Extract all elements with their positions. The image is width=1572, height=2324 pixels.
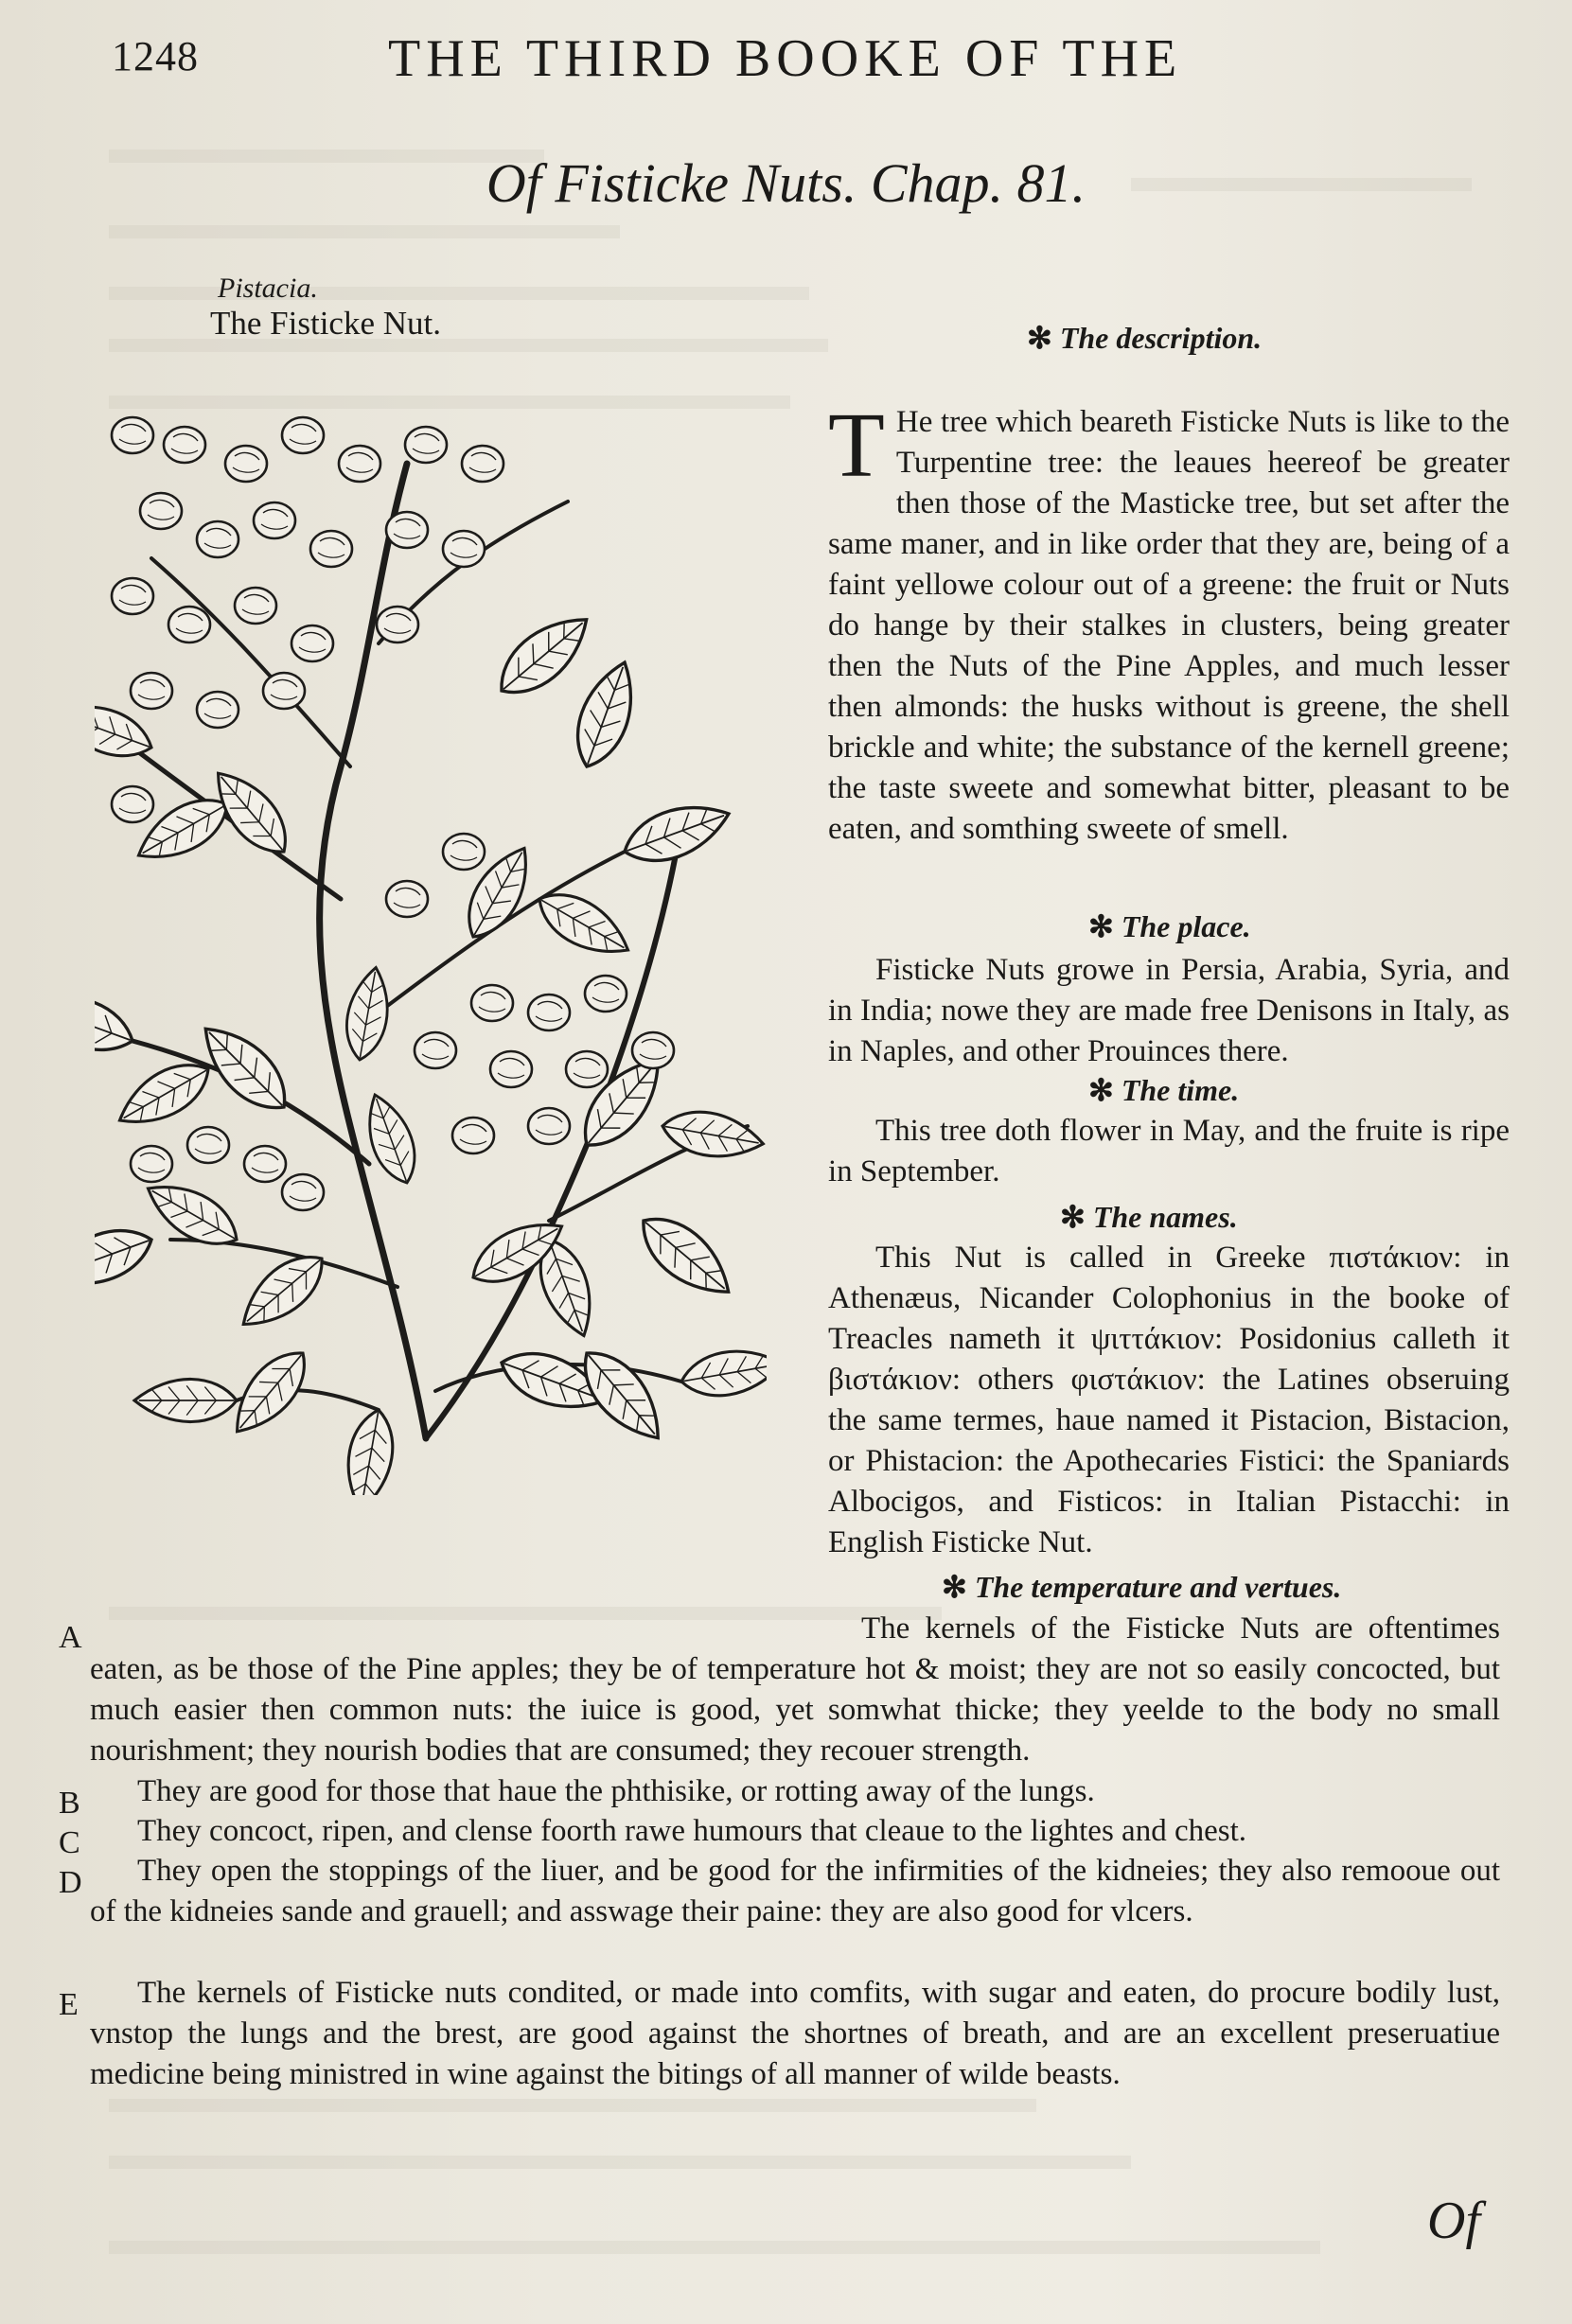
virtue-e-text: The kernels of Fisticke nuts condited, or made into comfits, with sugar and eaten, do procure bodily lust, vnstop the lungs and the brest, are good against the shortnes of breath, and are an excellent preseruatiue medicine being ministred in wine against the bitings of all manner of wilde beasts. <box>90 1976 1500 2091</box>
asterism-icon: ✻ <box>1088 1073 1122 1107</box>
margin-letter-e: E <box>59 1987 79 2022</box>
margin-letter-b: B <box>59 1786 80 1821</box>
place-text: Fisticke Nuts growe in Persia, Arabia, Syria, and in India; nowe they are made free Denisons in Italy, as in Naples, and other Prouinces there. <box>828 953 1510 1068</box>
description-text: He tree which beareth Fisticke Nuts is like to the Turpentine tree: the leaues heereof be greater then those of the Masticke tree, but set after the same maner, and in like order that they are, being of a faint yellowe colour out of a greene: the fruit or Nuts do hange by their stalkes in clusters, being greater then the Nuts of the Pine Apples, and much lesser then almonds: the husks without is greene, the shell brickle and white; the substance of the kernell greene; the taste sweete and somewhat bitter, pleasant to be eaten, and somthing sweete of smell. <box>828 405 1510 846</box>
margin-letter-d: D <box>59 1865 82 1900</box>
heading-names: ✻ The names. <box>1060 1200 1238 1234</box>
virtue-c-text: They concoct, ripen, and clense foorth rawe humours that cleaue to the lightes and chest. <box>137 1814 1246 1848</box>
figure-english-label: The Fisticke Nut. <box>210 305 441 342</box>
asterism-icon: ✻ <box>942 1570 975 1604</box>
chapter-title: Of Fisticke Nuts. Chap. 81. <box>486 152 1086 214</box>
margin-letter-a: A <box>59 1620 82 1655</box>
asterism-icon: ✻ <box>1027 321 1060 355</box>
drop-cap: T <box>828 395 885 497</box>
time-text: This tree doth flower in May, and the fruite is ripe in September. <box>828 1114 1510 1188</box>
catchword: Of <box>1427 2192 1480 2250</box>
figure-latin-label: Pistacia. <box>218 273 318 304</box>
margin-letter-c: C <box>59 1825 80 1860</box>
virtue-d-text: They open the stoppings of the liuer, and be good for the infirmities of the kidneies; they also remooue out of the kidneies sande and grauell; and asswage their paine: they are also good for vlcers. <box>90 1854 1500 1928</box>
names-text: This Nut is called in Greeke πιστάκιον: in Athenæus, Nicander Colophonius in the booke of Treacles nameth it ψιττάκιον: Posidonius calleth it βιστάκιον: others φιστάκιον: the Latines obseruing the same termes, haue named it Pistacion, Bistacion, or Phistacion: the Apothecaries Fistici: the Spaniards Albocigos, and Fisticos: in Italian Pistacchi: in English Fisticke Nut. <box>828 1241 1510 1559</box>
page-number: 1248 <box>112 33 199 79</box>
description-body <box>828 395 1510 850</box>
heading-place: ✻ The place. <box>1088 909 1251 943</box>
heading-time: ✻ The time. <box>1088 1073 1240 1107</box>
asterism-icon: ✻ <box>1088 909 1122 943</box>
page-header <box>104 28 1486 95</box>
virtue-a-text: The kernels of the Fisticke Nuts are oftentimes eaten, as be those of the Pine apples; they be of temperature hot & moist; they are not so easily concocted, but much easier then common nuts: the iuice is good, yet somwhat thicke; they yeelde to the body no small nourishment; they nourish bodies that are consumed; they recouer strength. <box>90 1611 1500 1768</box>
pistachio-woodcut-illustration <box>95 407 767 1495</box>
virtue-b-text: They are good for those that haue the phthisike, or rotting away of the lungs. <box>137 1774 1095 1808</box>
asterism-icon: ✻ <box>1060 1200 1093 1234</box>
heading-temperature: ✻ The temperature and vertues. <box>942 1570 1342 1604</box>
heading-description: ✻ The description. <box>1027 321 1263 355</box>
running-head: THE THIRD BOOKE OF THE <box>388 29 1183 88</box>
